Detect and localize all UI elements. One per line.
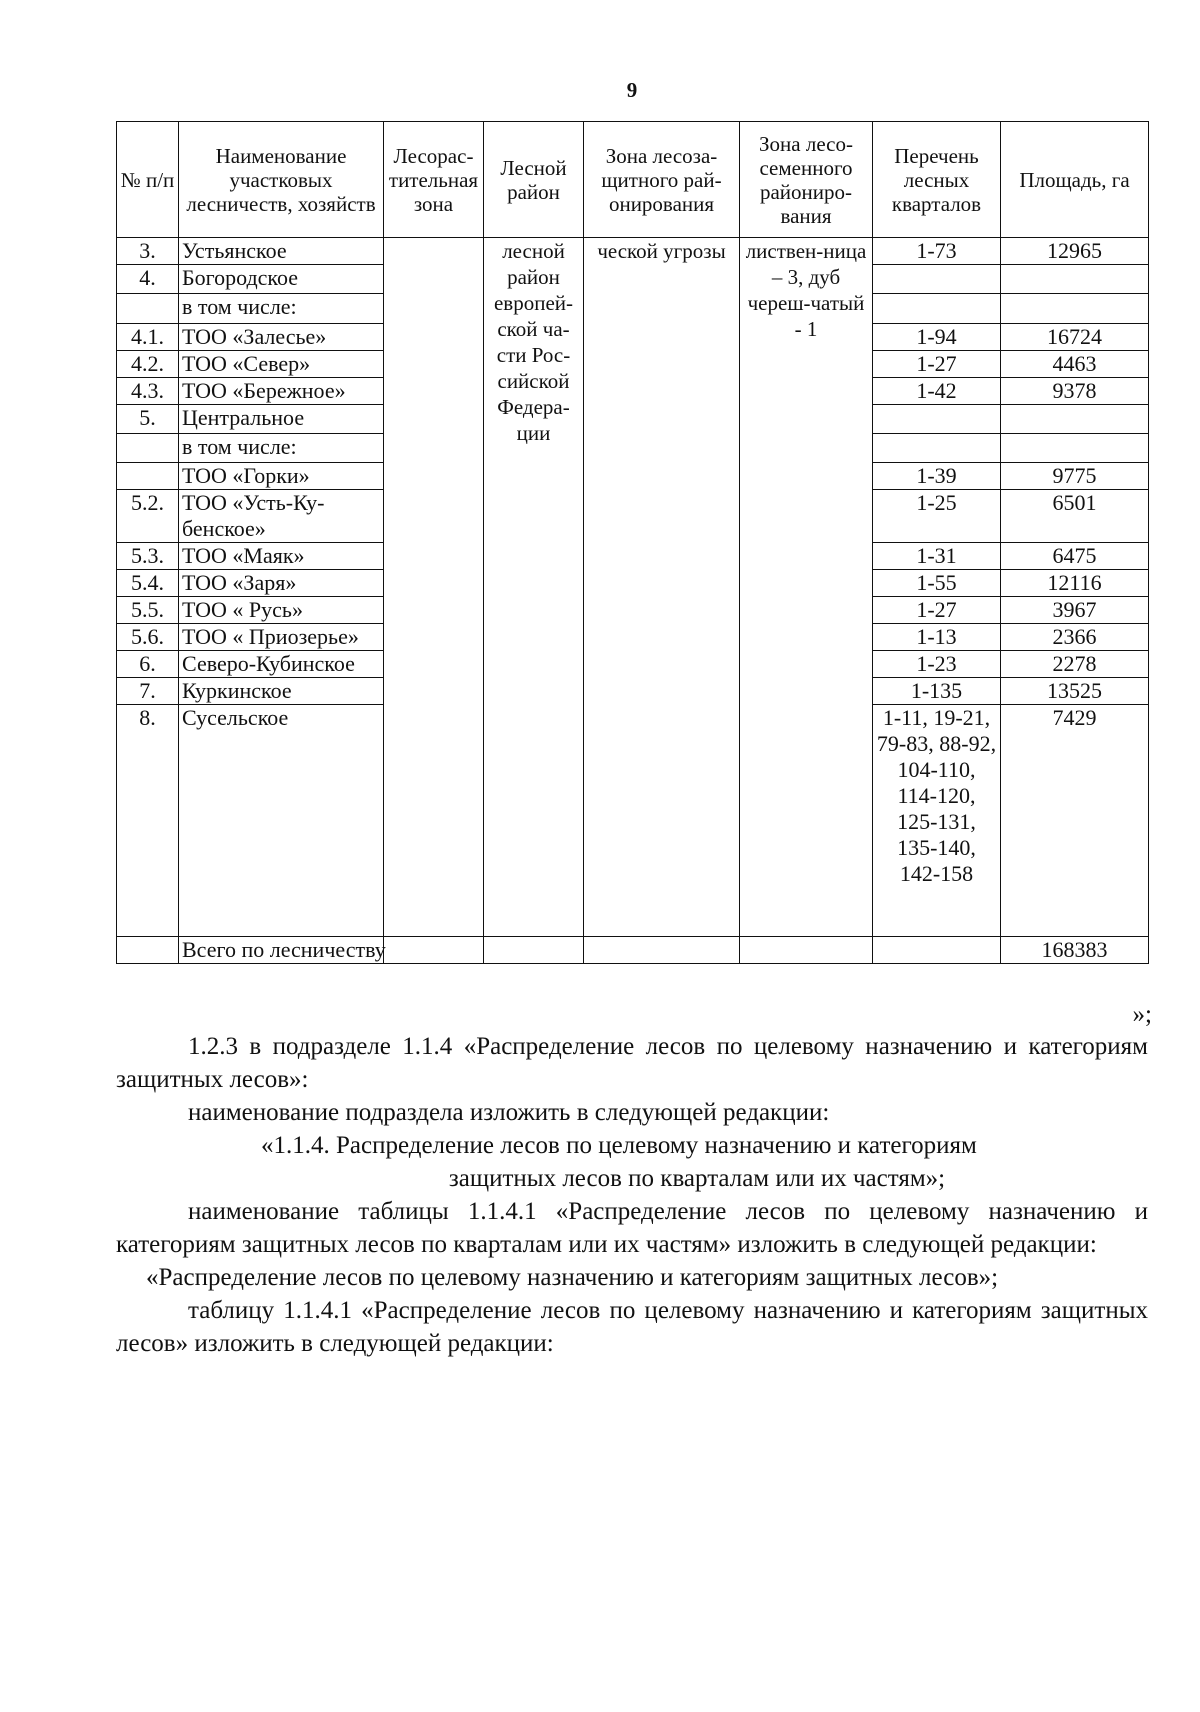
row-name: ТОО « Русь» xyxy=(179,597,384,624)
row-num: 4.2. xyxy=(117,351,179,378)
row-num xyxy=(117,463,179,490)
row-name: Устьянское xyxy=(179,238,384,265)
total-empty xyxy=(740,937,873,964)
row-area: 6501 xyxy=(1001,490,1149,543)
row-num: 3. xyxy=(117,238,179,265)
row-name: Куркинское xyxy=(179,678,384,705)
row-area: 12965 xyxy=(1001,238,1149,265)
row-num: 5.6. xyxy=(117,624,179,651)
row-num: 4. xyxy=(117,265,179,294)
row-name: ТОО «Заря» xyxy=(179,570,384,597)
seed-zone-cell: листвен-ница – 3, дуб череш-чатый - 1 xyxy=(740,238,873,937)
total-empty xyxy=(873,937,1001,964)
total-label: Всего по лесничеству xyxy=(179,937,384,964)
paragraph-1: 1.2.3 в подразделе 1.1.4 «Распределение лесов по целевому назначению и категориям защитных лесов»: xyxy=(116,1033,1148,1093)
row-num: 4.3. xyxy=(117,378,179,405)
paragraph-2: наименование подраздела изложить в следующей редакции: xyxy=(188,1099,830,1126)
row-area: 6475 xyxy=(1001,543,1149,570)
row-name: ТОО «Север» xyxy=(179,351,384,378)
header-name: Наименование участковых лесничеств, хозяйств xyxy=(179,122,384,238)
table-header-row xyxy=(117,122,1149,238)
row-quarters xyxy=(873,294,1001,324)
row-name: ТОО «Маяк» xyxy=(179,543,384,570)
row-area: 3967 xyxy=(1001,597,1149,624)
paragraph-6: таблицу 1.1.4.1 «Распределение лесов по целевому назначению и категориям защитных лесов» изложить в следующей редакции: xyxy=(116,1297,1148,1357)
row-quarters: 1-42 xyxy=(873,378,1001,405)
row-name: ТОО «Залесье» xyxy=(179,324,384,351)
row-area: 2366 xyxy=(1001,624,1149,651)
row-area: 2278 xyxy=(1001,651,1149,678)
row-quarters xyxy=(873,265,1001,294)
total-empty xyxy=(384,937,484,964)
row-quarters: 1-25 xyxy=(873,490,1001,543)
page-number: 9 xyxy=(626,78,638,102)
row-num: 8. xyxy=(117,705,179,937)
row-num xyxy=(117,434,179,463)
row-area xyxy=(1001,434,1149,463)
row-num xyxy=(117,294,179,324)
row-num: 5. xyxy=(117,405,179,434)
row-quarters xyxy=(873,405,1001,434)
row-quarters: 1-13 xyxy=(873,624,1001,651)
total-num xyxy=(117,937,179,964)
closing-quote: »; xyxy=(1132,1001,1152,1028)
row-quarters: 1-27 xyxy=(873,351,1001,378)
header-forest-district: Лесной район xyxy=(484,122,584,238)
total-area: 168383 xyxy=(1001,937,1149,964)
row-name: ТОО «Усть-Ку-бенское» xyxy=(179,490,384,543)
row-quarters xyxy=(873,434,1001,463)
table-row xyxy=(117,238,1149,265)
row-area xyxy=(1001,294,1149,324)
total-empty xyxy=(584,937,740,964)
row-num: 5.2. xyxy=(117,490,179,543)
row-quarters: 1-27 xyxy=(873,597,1001,624)
row-quarters: 1-94 xyxy=(873,324,1001,351)
vegetation-zone-cell xyxy=(384,238,484,937)
row-name: в том числе: xyxy=(179,434,384,463)
row-name: ТОО «Бережное» xyxy=(179,378,384,405)
row-num: 5.5. xyxy=(117,597,179,624)
protection-zone-cell: ческой угрозы xyxy=(584,238,740,937)
body-text xyxy=(116,1030,1148,1360)
paragraph-5: «Распределение лесов по целевому назначению и категориям защитных лесов»; xyxy=(146,1264,999,1291)
row-num: 4.1. xyxy=(117,324,179,351)
row-name: ТОО « Приозерье» xyxy=(179,624,384,651)
row-area: 4463 xyxy=(1001,351,1149,378)
row-area xyxy=(1001,265,1149,294)
subsection-title-line-1: «1.1.4. Распределение лесов по целевому назначению и категориям xyxy=(261,1132,977,1159)
header-vegetation-zone: Лесорас-тительная зона xyxy=(384,122,484,238)
table-total-row xyxy=(117,937,1149,964)
row-name: Северо-Кубинское xyxy=(179,651,384,678)
row-area xyxy=(1001,405,1149,434)
row-num: 6. xyxy=(117,651,179,678)
row-num: 7. xyxy=(117,678,179,705)
row-quarters: 1-73 xyxy=(873,238,1001,265)
row-area: 7429 xyxy=(1001,705,1149,937)
row-quarters: 1-39 xyxy=(873,463,1001,490)
row-num: 5.4. xyxy=(117,570,179,597)
row-area: 13525 xyxy=(1001,678,1149,705)
row-name: в том числе: xyxy=(179,294,384,324)
row-quarters: 1-11, 19-21, 79-83, 88-92, 104-110, 114-120, 125-131, 135-140, 142-158 xyxy=(873,705,1001,937)
row-quarters: 1-31 xyxy=(873,543,1001,570)
header-quarters: Перечень лесных кварталов xyxy=(873,122,1001,238)
header-area: Площадь, га xyxy=(1001,122,1149,238)
header-protection-zone: Зона лесоза-щитного рай-онирования xyxy=(584,122,740,238)
forestry-table xyxy=(116,121,1149,964)
row-area: 12116 xyxy=(1001,570,1149,597)
paragraph-4: наименование таблицы 1.1.4.1 «Распределение лесов по целевому назначению и категориям защитных лесов по кварталам или их частям» изложить в следующей редакции: xyxy=(116,1198,1148,1258)
row-name: Богородское xyxy=(179,265,384,294)
row-area: 9378 xyxy=(1001,378,1149,405)
row-area: 16724 xyxy=(1001,324,1149,351)
forest-district-cell: лесной район европей-ской ча-сти Рос-сийской Федера-ции xyxy=(484,238,584,937)
row-quarters: 1-55 xyxy=(873,570,1001,597)
row-name: Центральное xyxy=(179,405,384,434)
row-area: 9775 xyxy=(1001,463,1149,490)
row-quarters: 1-23 xyxy=(873,651,1001,678)
row-num: 5.3. xyxy=(117,543,179,570)
header-num: № п/п xyxy=(117,122,179,238)
total-empty xyxy=(484,937,584,964)
header-seed-zone: Зона лесо-семенного райониро-вания xyxy=(740,122,873,238)
row-name: Сусельское xyxy=(179,705,384,937)
row-name: ТОО «Горки» xyxy=(179,463,384,490)
subsection-title-line-2: защитных лесов по кварталам или их частям»; xyxy=(448,1165,946,1192)
row-quarters: 1-135 xyxy=(873,678,1001,705)
